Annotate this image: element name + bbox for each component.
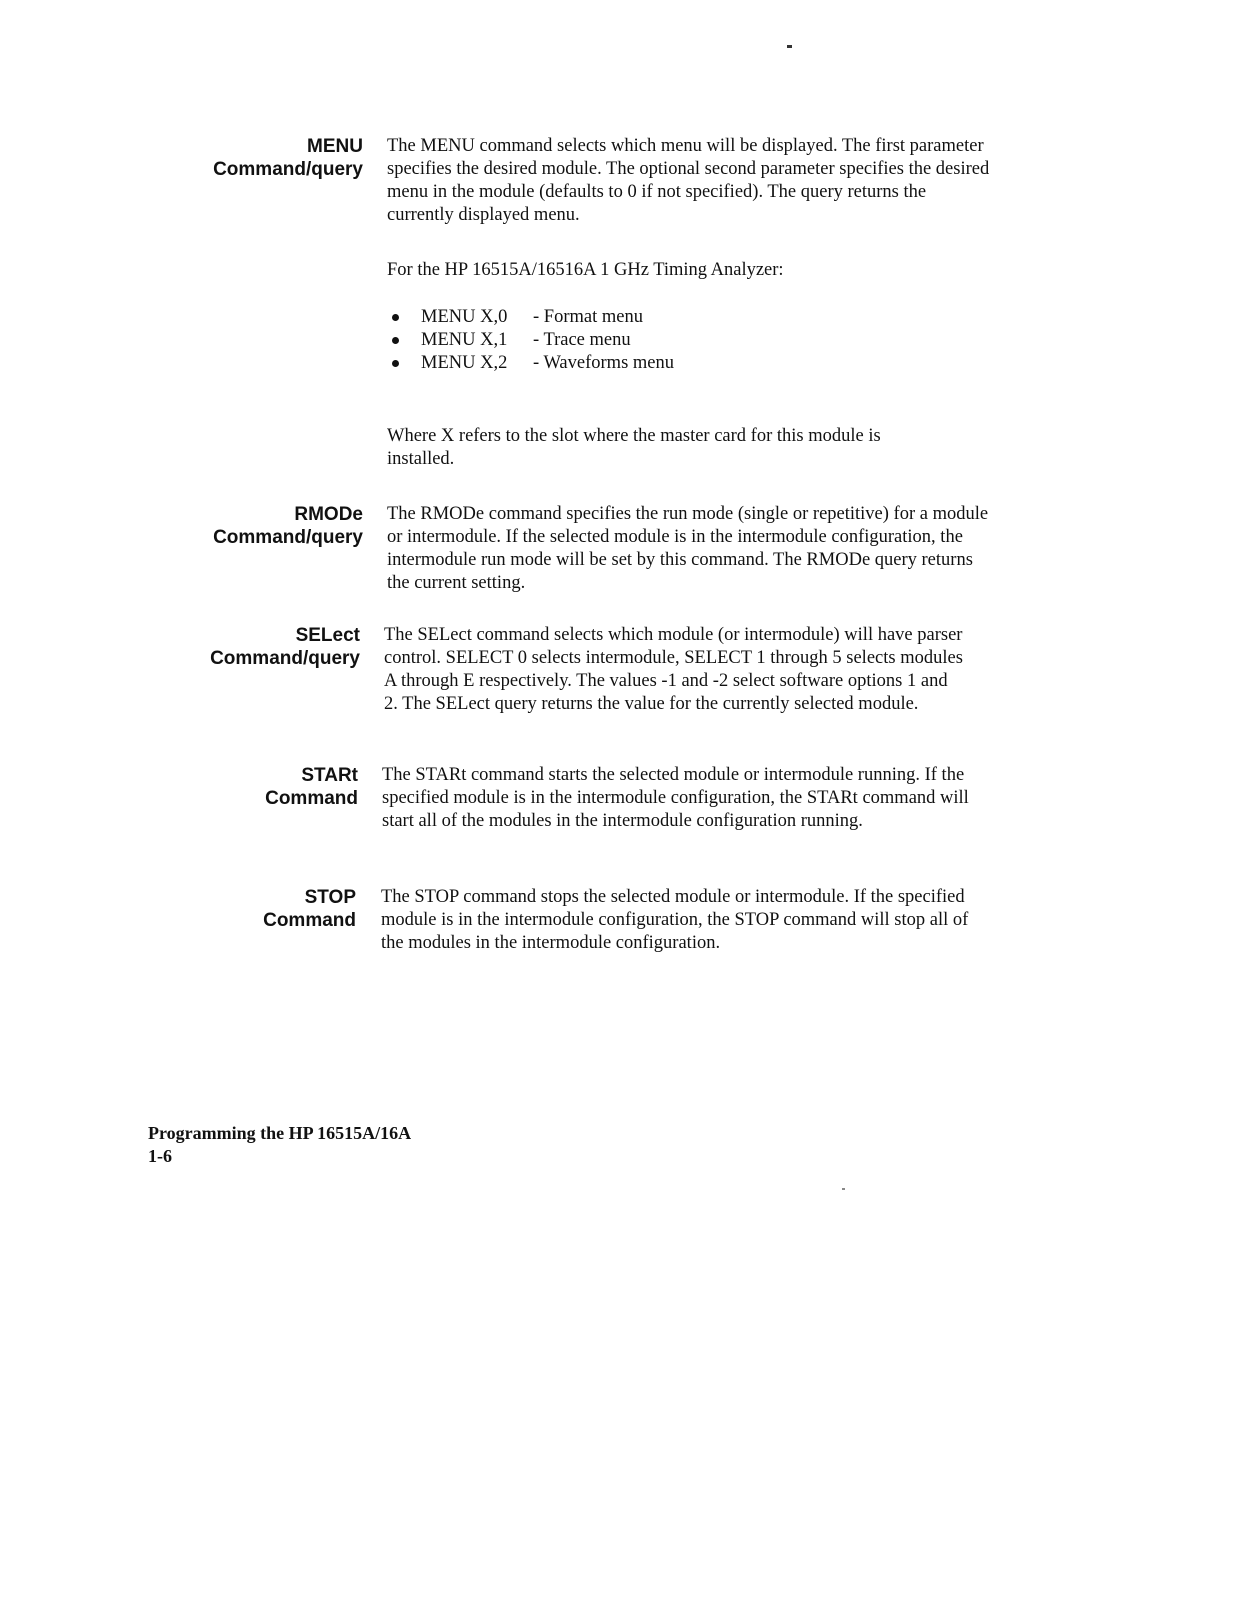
menu-option-code: MENU X,0: [421, 307, 508, 327]
menu-paragraph-1: The MENU command selects which menu will be displayed. The first parameter specifies the desired module. The optional second parameter specifies the desired menu in the module (defaults to 0 if not specified). The query returns the currently displayed menu.: [387, 136, 990, 225]
page-footer: [148, 1122, 411, 1168]
menu-option-desc: - Waveforms menu: [533, 353, 674, 373]
start-paragraph: The STARt command starts the selected module or intermodule running. If the specified module is in the intermodule configuration, the STARt command will start all of the modules in the intermodule configuration running.: [382, 765, 969, 831]
stop-label-type: Command: [263, 910, 356, 931]
menu-paragraph-2: For the HP 16515A/16516A 1 GHz Timing Analyzer:: [387, 260, 784, 280]
list-item: [387, 329, 997, 352]
menu-option-code: MENU X,2: [421, 353, 508, 373]
menu-label-name: MENU: [307, 136, 363, 157]
start-label-name: STARt: [301, 765, 358, 786]
page-number: 1-6: [148, 1146, 172, 1166]
footer-title: Programming the HP 16515A/16A: [148, 1123, 412, 1143]
menu-option-code: MENU X,1: [421, 330, 508, 350]
start-command-label: [265, 764, 358, 810]
stop-label-name: STOP: [304, 887, 356, 908]
menu-paragraph-3: Where X refers to the slot where the master card for this module is installed.: [387, 426, 881, 469]
scan-speck: [787, 45, 792, 48]
menu-option-desc: - Format menu: [533, 307, 643, 327]
select-paragraph: The SELect command selects which module (or intermodule) will have parser control. SELECT 0 selects intermodule, SELECT 1 through 5 selects modules A through E respectively. The values -1 and -2 select software options 1 and 2. The SELect query returns the value for the currently selected module.: [384, 625, 963, 714]
scan-speck: [842, 1188, 845, 1190]
start-label-type: Command: [265, 788, 358, 809]
select-command-label: [210, 624, 360, 670]
stop-paragraph: The STOP command stops the selected module or intermodule. If the specified module is in the intermodule configuration, the STOP command will stop all of the modules in the intermodule configuration.: [381, 887, 969, 953]
stop-command-label: [263, 886, 356, 932]
select-description: [384, 624, 964, 716]
menu-command-label: [213, 135, 363, 181]
rmode-label-type: Command/query: [213, 527, 363, 548]
rmode-paragraph: The RMODe command specifies the run mode (single or repetitive) for a module or intermodule. If the selected module is in the intermodule configuration, the intermodule run mode will be set by this command. The RMODe query returns the current setting.: [387, 504, 989, 593]
list-item: [387, 352, 997, 375]
bullet-icon: [392, 337, 399, 344]
select-label-name: SELect: [295, 625, 360, 646]
bullet-icon: [392, 360, 399, 367]
menu-label-type: Command/query: [213, 159, 363, 180]
rmode-command-label: [213, 503, 363, 549]
menu-description: [387, 135, 997, 471]
menu-option-desc: - Trace menu: [533, 330, 631, 350]
select-label-type: Command/query: [210, 648, 360, 669]
start-description: [382, 764, 982, 833]
stop-description: [381, 886, 981, 955]
menu-options-list: [387, 306, 997, 375]
rmode-description: [387, 503, 997, 595]
list-item: [387, 306, 997, 329]
rmode-label-name: RMODe: [294, 504, 363, 525]
bullet-icon: [392, 314, 399, 321]
